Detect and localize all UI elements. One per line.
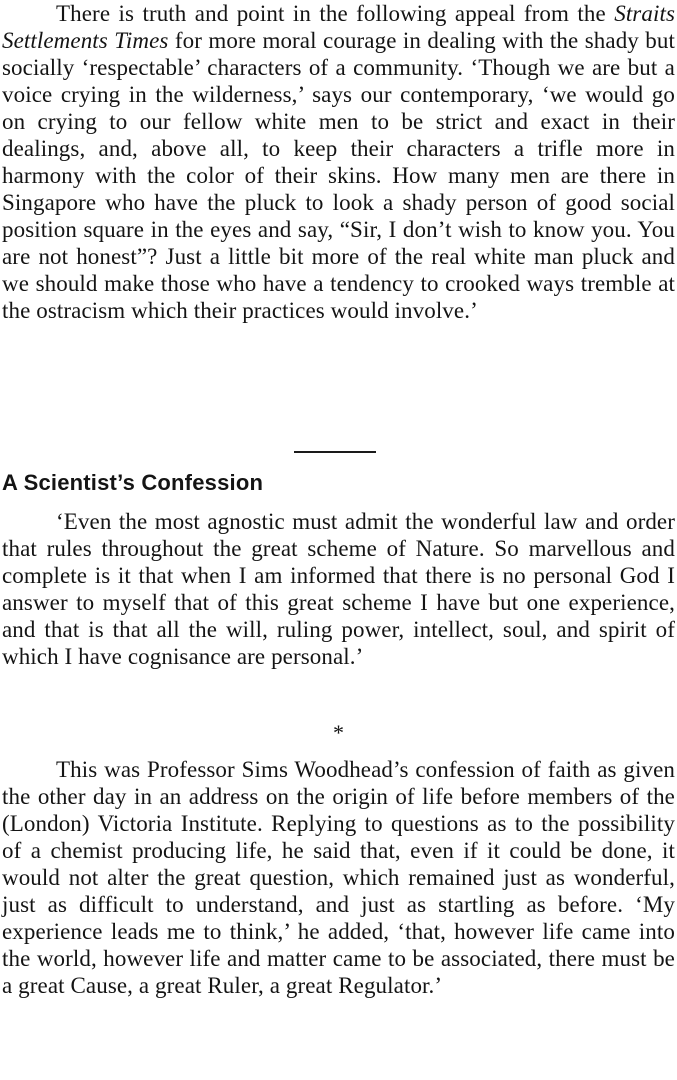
asterisk-separator: * bbox=[333, 720, 344, 745]
newspaper-title: Straits Settlements Times bbox=[2, 1, 675, 53]
appeal-paragraph bbox=[2, 0, 675, 324]
section-divider bbox=[294, 451, 376, 453]
confession-quote-paragraph: ‘Even the most agnostic must admit the wonderful law and order that rules throughout the great scheme of Nature. So marvellous and complete is it that when I am informed that there is no personal God I answer to myself that of this great scheme I have but one experience, and that is that all the will, ruling power, intellect, soul, and spirit of which I have cognisance are personal.’ bbox=[2, 509, 675, 669]
confession-body-paragraph: This was Professor Sims Woodhead’s confession of faith as given the other day in an address on the origin of life before members of the (London) Victoria Institute. Replying to questions as to the possibility of a chemist producing life, he said that, even if it could be done, it would not alter the great question, which remained just as wonderful, just as difficult to understand, and just as startling as before. ‘My experience leads me to think,’ he added, ‘that, however life came into the world, however life and matter came to be associated, there must be a great Cause, a great Ruler, a great Regulator.’ bbox=[2, 757, 675, 998]
appeal-body-text: for more moral courage in dealing with the shady but socially ‘respectable’ characters of a community. ‘Though we are but a voice crying in the wilderness,’ says our contemporary, ‘we would go on crying to our fellow white men to be strict and exact in their dealings, and, above all, to keep their characters a trifle more in harmony with the color of their skins. How many men are there in Singapore who have the pluck to look a shady person of good social position square in the eyes and say, “Sir, I don’t wish to know you. You are not honest”? Just a little bit more of the real white man pluck and we should make those who have a tendency to crooked ways tremble at the ostracism which their practices would involve.’ bbox=[2, 28, 675, 323]
appeal-lead-text: There is truth and point in the following appeal from the bbox=[56, 1, 615, 26]
section-heading: A Scientist’s Confession bbox=[2, 470, 264, 495]
